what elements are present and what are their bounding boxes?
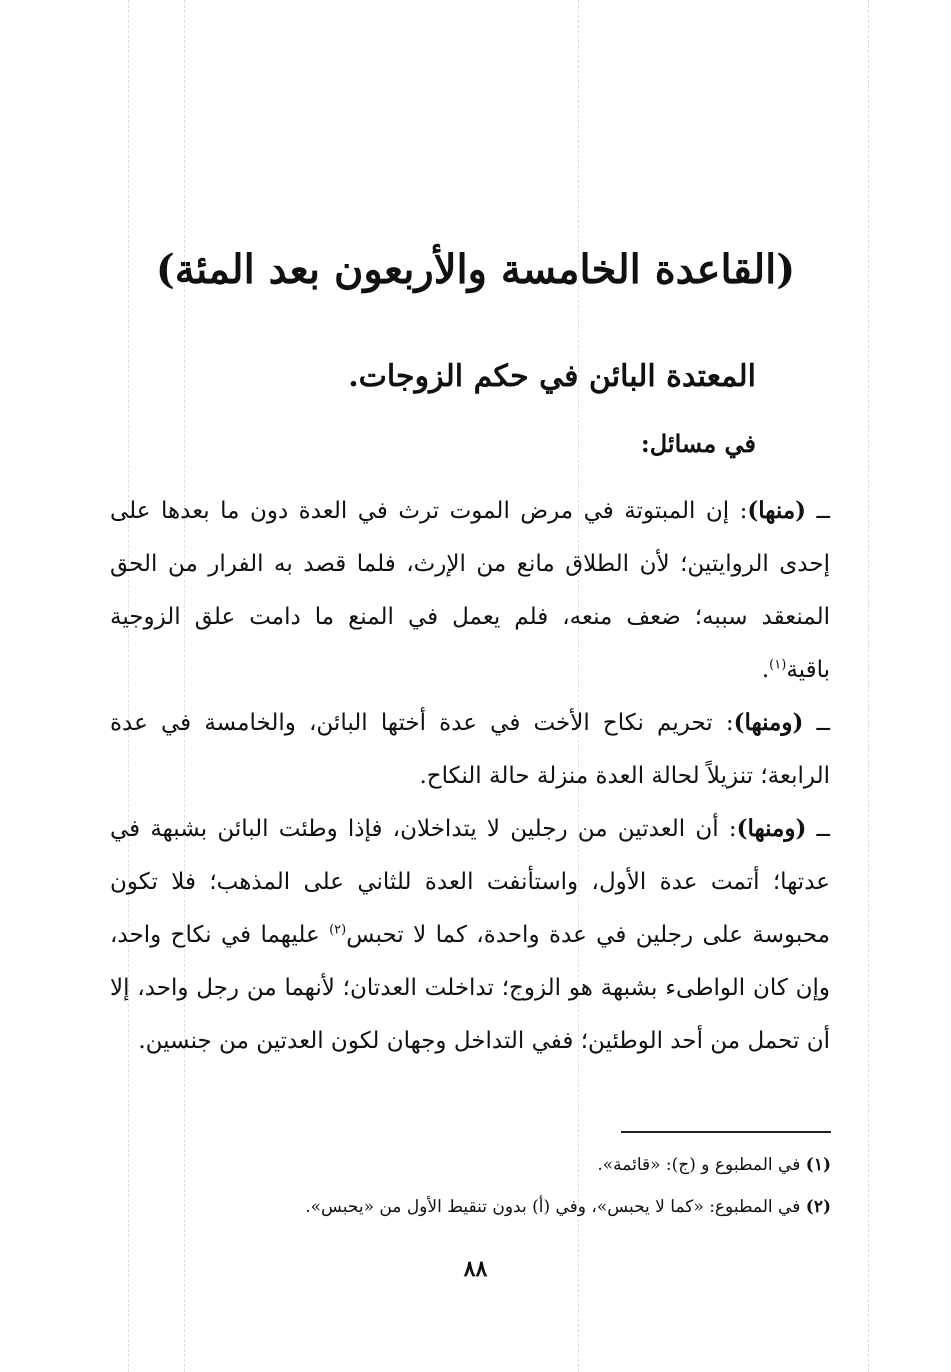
paragraph-text: : تحريم نكاح الأخت في عدة أختها البائن، والخامسة في عدة الرابعة؛ تنزيلاً لحالة العدة منزلة حالة النكاح. <box>110 710 830 789</box>
intro-line: في مسائل: <box>640 429 756 458</box>
footnote-number: (٢) <box>805 1197 831 1217</box>
paragraph-lead: (منها) <box>747 497 807 524</box>
footnote-ref-2: (٢) <box>329 922 347 938</box>
paragraph-lead: (ومنها) <box>736 815 807 842</box>
footnote-text: في المطبوع و (ج): «قائمة». <box>597 1155 806 1175</box>
paragraph-text: : أن العدتين من رجلين لا يتداخلان، فإذا وطئت البائن بشبهة في عدتها؛ أتمت عدة الأول، واستأنفت العدة للثاني على المذهب؛ فلا تكون محبوسة على رجلين في عدة واحدة، كما لا تحبس <box>110 816 831 948</box>
footnote-2 <box>305 1190 831 1224</box>
paragraph-text: : إن المبتوتة في مرض الموت ترث في العدة دون ما بعدها على إحدى الروايتين؛ لأن الطلاق مانع من الإرث، فلما قصد به الفرار من الحق المنعقد سببه؛ ضعف منعه، فلم يعمل في المنع ما دامت علق الزوجية باقية <box>110 498 830 683</box>
paragraph-text: عليهما في نكاح واحد، وإن كان الواطىء بشبهة هو الزوج؛ تداخلت العدتان؛ لأنهما من رجل واحد، إلا أن تحمل من أحد الوطئين؛ ففي التداخل وجهان لكون العدتين من جنسين. <box>110 922 830 1054</box>
scan-artifact-line <box>868 0 869 1372</box>
paragraph-dash: ــ <box>806 816 830 842</box>
paragraph-2 <box>110 696 830 803</box>
footnote-ref-1: (١) <box>769 657 787 673</box>
page-number: ٨٨ <box>463 1256 488 1282</box>
chapter-title: (القاعدة الخامسة والأربعون بعد المئة) <box>155 246 796 293</box>
paragraph-dash: ــ <box>803 710 830 736</box>
footnote-divider <box>621 1131 831 1133</box>
footnote-number: (١) <box>805 1155 831 1175</box>
footnote-text: في المطبوع: «كما لا يحبس»، وفي (أ) بدون تنقيط الأول من «يحبس». <box>305 1197 806 1217</box>
paragraph-1 <box>110 484 830 697</box>
paragraph-3 <box>110 802 830 1068</box>
paragraph-dash: ــ <box>806 498 830 524</box>
paragraph-tail: . <box>761 657 770 683</box>
paragraph-lead: (ومنها) <box>733 709 804 736</box>
rule-statement: المعتدة البائن في حكم الزوجات. <box>348 359 756 394</box>
footnote-1 <box>597 1148 831 1182</box>
